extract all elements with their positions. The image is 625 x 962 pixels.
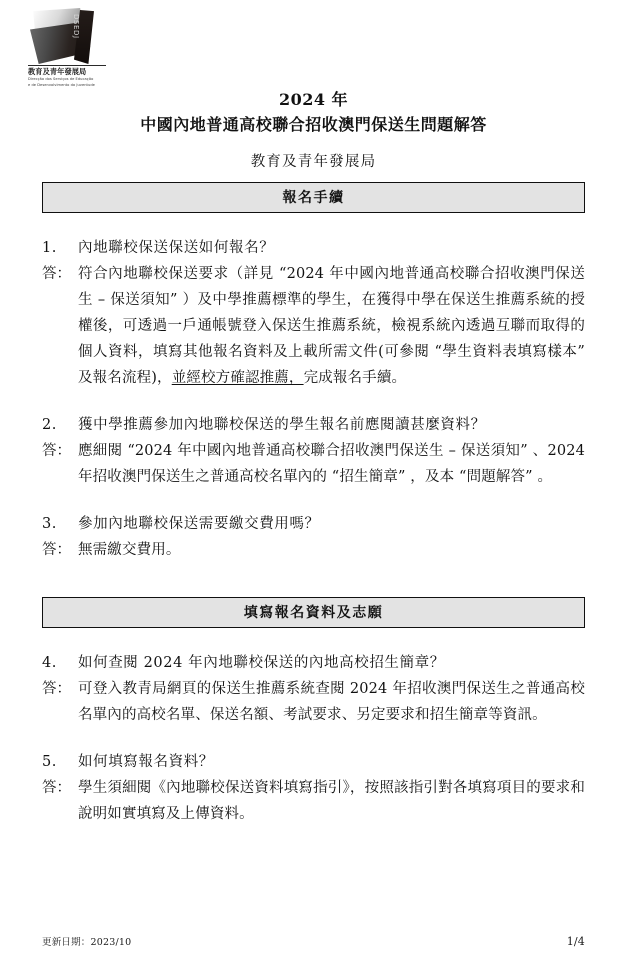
answer-text: 無需繳交費用。: [78, 542, 181, 558]
question-text: 如何查閱 2024 年內地聯校保送的內地高校招生簡章？: [78, 655, 445, 671]
document-body: [42, 182, 585, 827]
answer-text: 學生須細閱《內地聯校保送資料填寫指引》，按照該指引對各填寫項目的要求和說明如實填寫及上傳資料。: [78, 780, 585, 822]
answer-text-pre: 符合內地聯校保送要求（詳見 “2024 年中國內地普通高校聯合招收澳門保送生 – 保送須知” ）及中學推薦標準的學生，在獲得中學在保送生推薦系統的授權後，可透過一戶通帳號登入保送生推薦系統，檢視系統內透過互聯而取得的個人資料，填寫其他報名資料及上載所需文件(可參閱 “學生資料表填寫樣本” 及報名流程)，: [78, 266, 585, 386]
logo-name-pt-line1: Direcção dos Serviços de Educação: [28, 76, 94, 81]
logo-name-zh: 教育及青年發展局: [28, 67, 87, 76]
section-application-data-and-preferences: [42, 597, 585, 827]
section-registration-procedure: [42, 182, 585, 563]
question-number: 1.: [42, 240, 57, 256]
answer-marker: 答：: [42, 542, 71, 558]
qa-item: [42, 235, 585, 391]
question-text: 獲中學推薦參加內地聯校保送的學生報名前應閱讀甚麼資料？: [78, 417, 486, 433]
question-text: 如何填寫報名資料？: [78, 754, 214, 770]
qa-item: [42, 511, 585, 563]
question-text: 內地聯校保送保送如何報名？: [78, 240, 275, 256]
document-header: [42, 88, 585, 171]
section-heading: 報名手續: [42, 182, 585, 213]
answer-marker: 答：: [42, 266, 71, 282]
answer-text: 應細閱 “2024 年中國內地普通高校聯合招收澳門保送生 – 保送須知” 、2024 年招收澳門保送生之普通高校名單內的 “招生簡章” ，及本 “問題解答” 。: [78, 443, 585, 485]
answer-marker: 答：: [42, 780, 71, 796]
dsedj-logo: [28, 8, 114, 86]
page-footer: [42, 934, 585, 948]
qa-item: [42, 650, 585, 728]
qa-item: [42, 412, 585, 490]
answer-text-underlined: 並經校方確認推薦，: [171, 370, 304, 386]
logo-monogram-text: DSEDJ: [72, 14, 80, 39]
answer-text-post: 完成報名手續。: [303, 370, 407, 386]
page-subtitle: 教育及青年發展局: [250, 153, 377, 170]
footer-update-date: 更新日期：2023/10: [42, 937, 132, 948]
qa-item: [42, 749, 585, 827]
question-number: 4.: [42, 655, 57, 671]
answer-marker: 答：: [42, 681, 71, 697]
qa-list: [42, 650, 585, 827]
question-text: 參加內地聯校保送需要繳交費用嗎？: [78, 516, 320, 532]
question-number: 5.: [42, 754, 57, 770]
page-title-line2: 中國內地普通高校聯合招收澳門保送生問題解答: [140, 114, 487, 134]
question-number: 3.: [42, 516, 57, 532]
qa-list: [42, 235, 585, 563]
page-title-line1: 2024 年: [278, 90, 349, 109]
logo-name-pt-line2: e de Desenvolvimento da Juventude: [28, 83, 95, 88]
logo-divider: [28, 65, 106, 66]
footer-page-number: 1/4: [566, 935, 585, 948]
section-heading: 填寫報名資料及志願: [42, 597, 585, 628]
answer-text: [78, 261, 585, 391]
question-number: 2.: [42, 417, 57, 433]
answer-text: 可登入教青局網頁的保送生推薦系統查閱 2024 年招收澳門保送生之普通高校名單內的高校名單、保送名額、考試要求、另定要求和招生簡章等資訊。: [78, 681, 585, 723]
answer-marker: 答：: [42, 443, 71, 459]
logo-emblem-icon: [28, 8, 102, 64]
